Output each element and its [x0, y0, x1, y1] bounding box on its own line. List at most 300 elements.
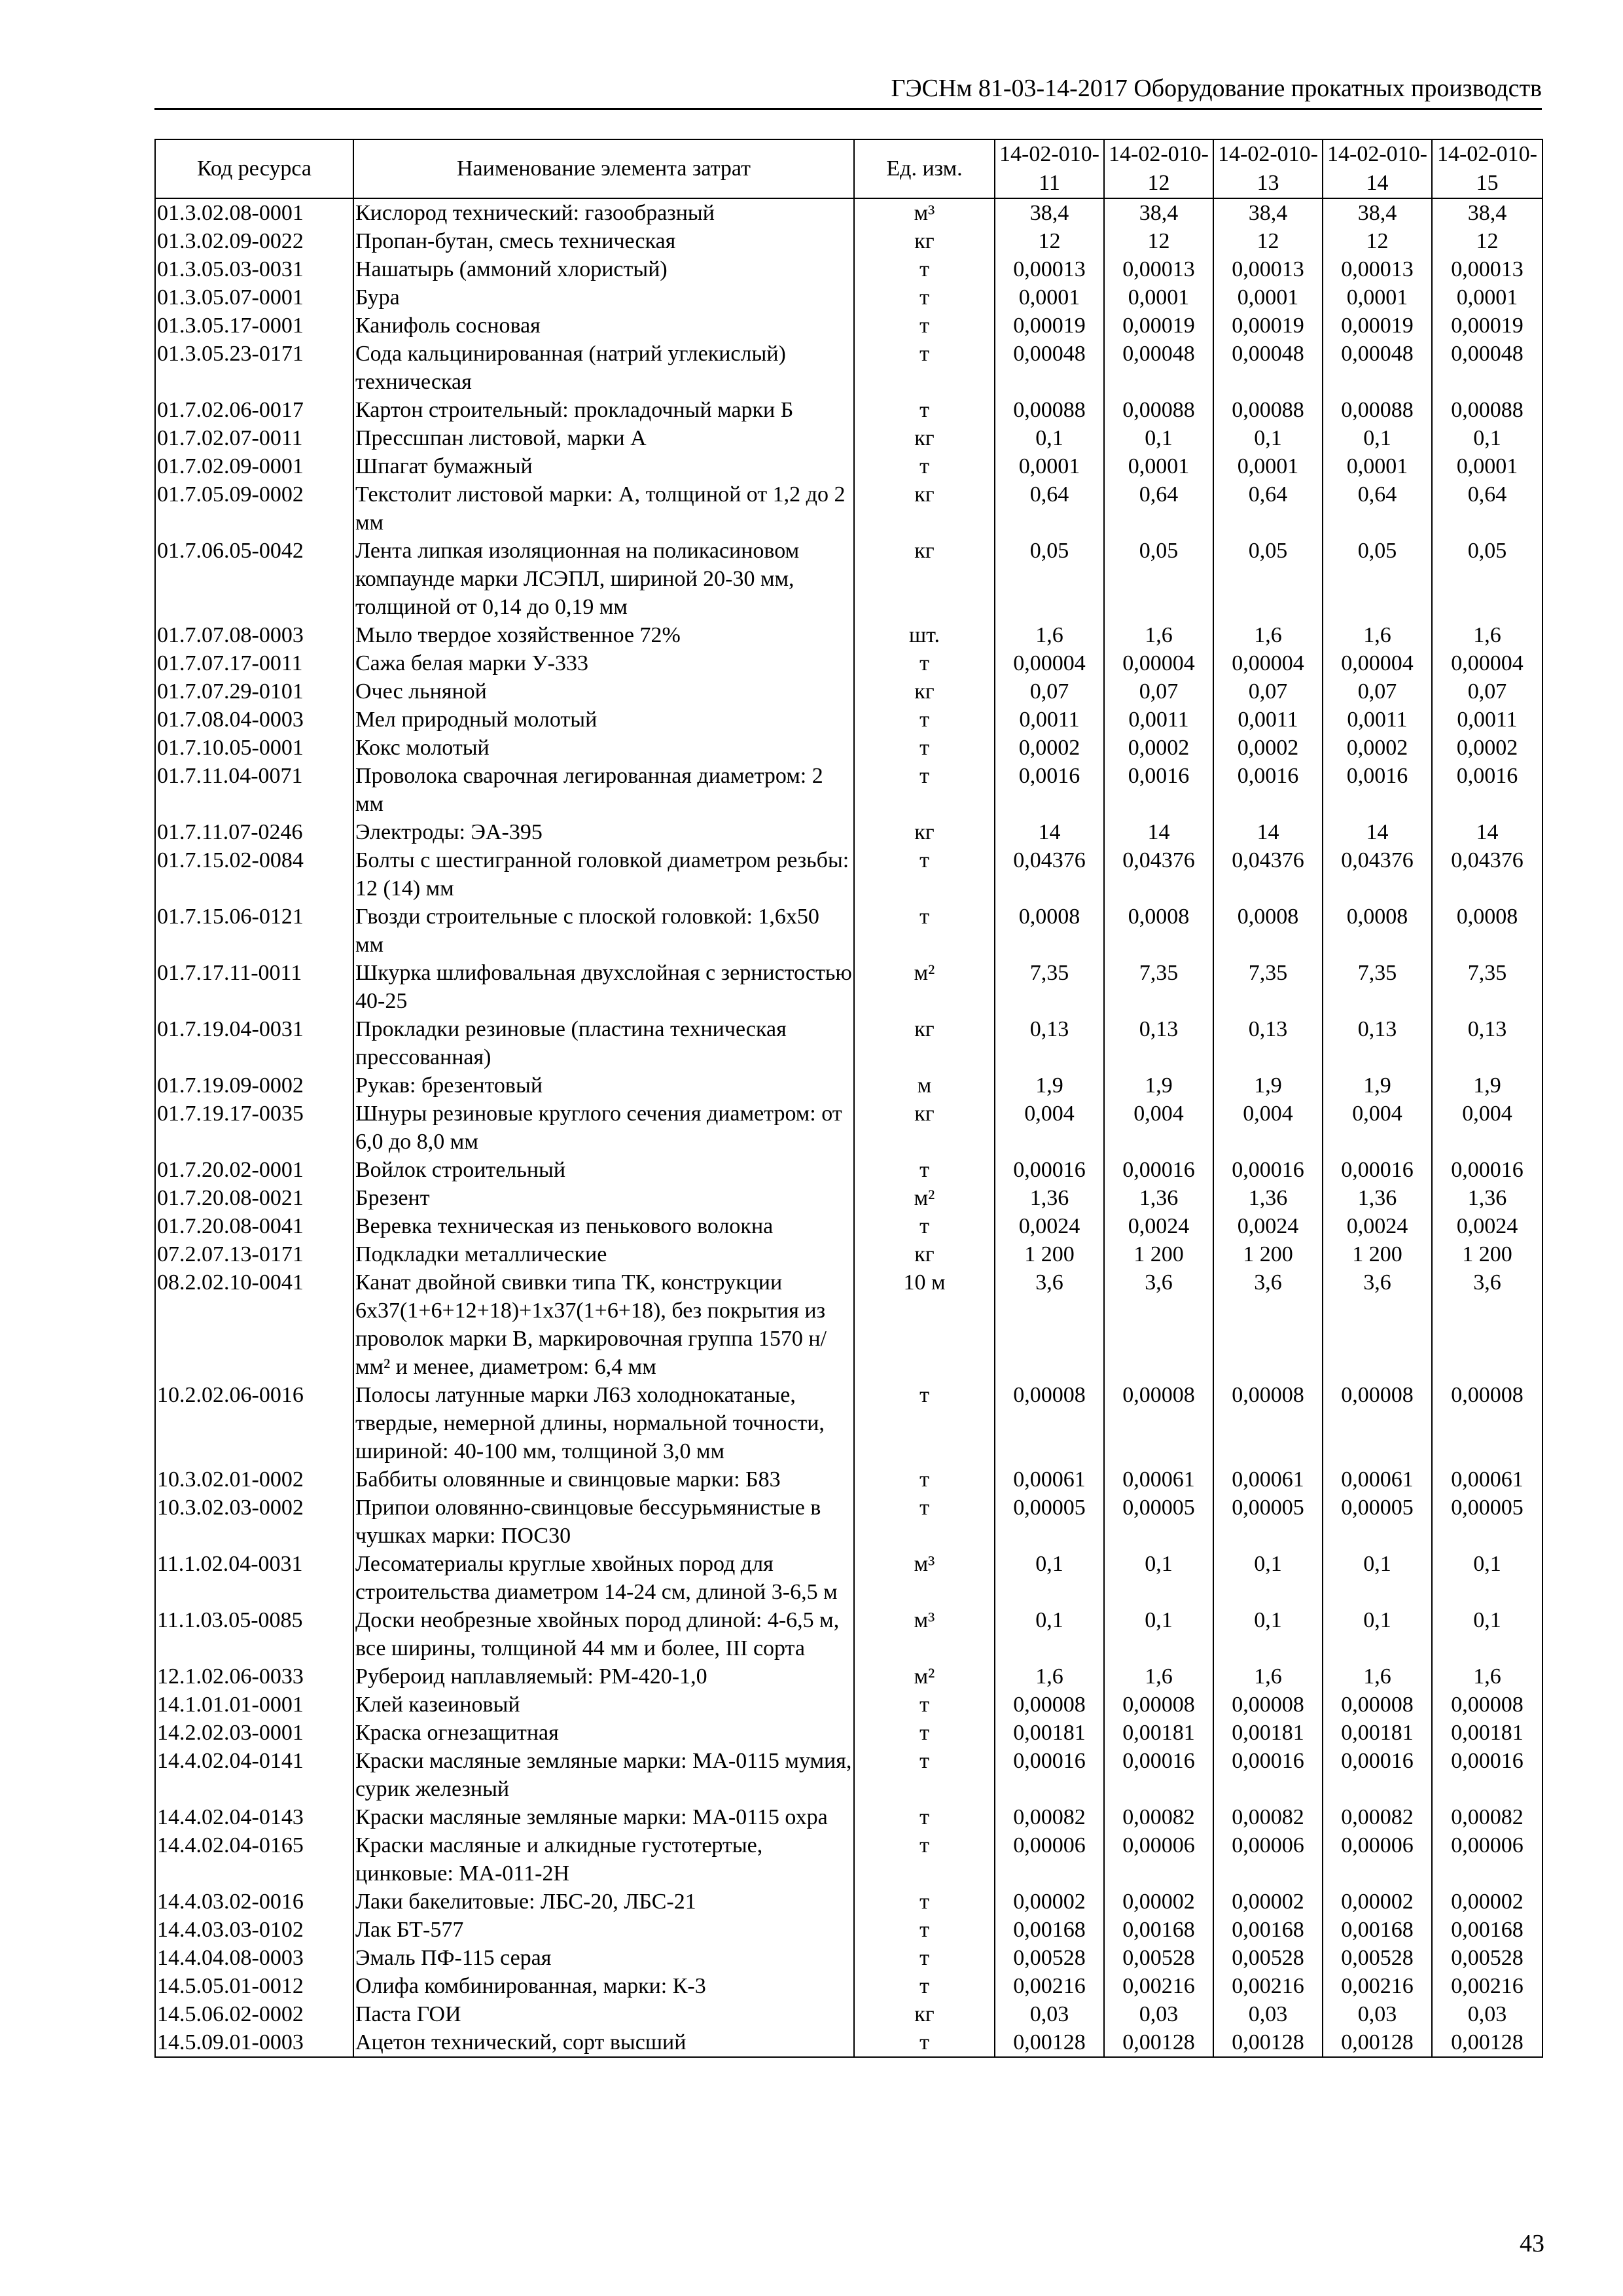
- resource-name-cell: Доски необрезные хвойных пород длиной: 4-6,5 м, все ширины, толщиной 44 мм и более, III сорта: [353, 1606, 854, 1662]
- quantity-cell: 0,00061: [1323, 1465, 1432, 1494]
- resource-name-cell: Рукав: брезентовый: [353, 1071, 854, 1100]
- quantity-cell: 0,00019: [1104, 312, 1213, 340]
- quantity-cell: 0,1: [1104, 1550, 1213, 1606]
- unit-cell: т: [854, 846, 995, 903]
- resource-name-cell: Краски масляные земляные марки: МА-0115 мумия, сурик железный: [353, 1747, 854, 1803]
- unit-cell: 10 м: [854, 1268, 995, 1381]
- quantity-cell: 12: [1104, 227, 1213, 255]
- quantity-cell: 0,03: [1323, 2000, 1432, 2028]
- quantity-cell: 0,0016: [1213, 762, 1323, 818]
- quantity-cell: 3,6: [1213, 1268, 1323, 1381]
- quantity-cell: 0,004: [1323, 1100, 1432, 1156]
- quantity-cell: 1,9: [1104, 1071, 1213, 1100]
- unit-cell: кг: [854, 480, 995, 537]
- unit-cell: т: [854, 452, 995, 480]
- resource-code-cell: 14.5.09.01-0003: [155, 2028, 353, 2057]
- col-header-14-02-010-13: 14-02-010-13: [1213, 139, 1323, 198]
- quantity-cell: 0,00019: [1432, 312, 1543, 340]
- resource-name-cell: Шнуры резиновые круглого сечения диаметром: от 6,0 до 8,0 мм: [353, 1100, 854, 1156]
- col-header-code: Код ресурса: [155, 139, 353, 198]
- quantity-cell: 0,004: [1213, 1100, 1323, 1156]
- quantity-cell: 0,00008: [1213, 1381, 1323, 1465]
- quantity-cell: 0,00128: [1323, 2028, 1432, 2057]
- resource-code-cell: 01.7.15.06-0121: [155, 903, 353, 959]
- resource-code-cell: 01.7.08.04-0003: [155, 706, 353, 734]
- table-body: [155, 198, 1543, 2057]
- quantity-cell: 0,00168: [1213, 1916, 1323, 1944]
- quantity-cell: 0,0001: [1213, 283, 1323, 312]
- quantity-cell: 1,36: [1323, 1184, 1432, 1212]
- quantity-cell: 0,00005: [1213, 1494, 1323, 1550]
- resource-name-cell: Припои оловянно-свинцовые бессурьмянистые в чушках марки: ПОС30: [353, 1494, 854, 1550]
- resource-name-cell: Брезент: [353, 1184, 854, 1212]
- quantity-cell: 0,64: [995, 480, 1104, 537]
- quantity-cell: 1,6: [1432, 1662, 1543, 1691]
- unit-cell: кг: [854, 818, 995, 846]
- quantity-cell: 0,0016: [995, 762, 1104, 818]
- quantity-cell: 0,03: [1432, 2000, 1543, 2028]
- resource-code-cell: 01.7.07.08-0003: [155, 621, 353, 649]
- table-row: [155, 1747, 1543, 1803]
- table-row: [155, 1071, 1543, 1100]
- resource-code-cell: 10.3.02.03-0002: [155, 1494, 353, 1550]
- quantity-cell: 0,00002: [1323, 1888, 1432, 1916]
- resource-name-cell: Кокс молотый: [353, 734, 854, 762]
- table-row: [155, 1803, 1543, 1831]
- quantity-cell: 0,0008: [1323, 903, 1432, 959]
- quantity-cell: 0,00082: [995, 1803, 1104, 1831]
- table-row: [155, 452, 1543, 480]
- quantity-cell: 0,1: [1432, 1550, 1543, 1606]
- quantity-cell: 0,1: [995, 1550, 1104, 1606]
- unit-cell: т: [854, 340, 995, 396]
- quantity-cell: 0,07: [1104, 677, 1213, 706]
- table-row: [155, 1606, 1543, 1662]
- quantity-cell: 0,05: [1323, 537, 1432, 621]
- quantity-cell: 0,13: [1213, 1015, 1323, 1071]
- quantity-cell: 0,00128: [1432, 2028, 1543, 2057]
- quantity-cell: 1,6: [1213, 621, 1323, 649]
- unit-cell: шт.: [854, 621, 995, 649]
- quantity-cell: 0,00008: [995, 1691, 1104, 1719]
- quantity-cell: 0,00082: [1323, 1803, 1432, 1831]
- quantity-cell: 1,9: [1432, 1071, 1543, 1100]
- resource-name-cell: Нашатырь (аммоний хлористый): [353, 255, 854, 283]
- resource-name-cell: Паста ГОИ: [353, 2000, 854, 2028]
- unit-cell: т: [854, 1465, 995, 1494]
- resource-name-cell: Прокладки резиновые (пластина техническая прессованная): [353, 1015, 854, 1071]
- resource-name-cell: Мел природный молотый: [353, 706, 854, 734]
- quantity-cell: 0,00006: [995, 1831, 1104, 1888]
- quantity-cell: 0,07: [1432, 677, 1543, 706]
- resource-name-cell: Шпагат бумажный: [353, 452, 854, 480]
- unit-cell: т: [854, 1831, 995, 1888]
- resource-name-cell: Лесоматериалы круглые хвойных пород для строительства диаметром 14-24 см, длиной 3-6,5 м: [353, 1550, 854, 1606]
- quantity-cell: 0,00002: [1213, 1888, 1323, 1916]
- quantity-cell: 0,00216: [1104, 1972, 1213, 2000]
- quantity-cell: 0,04376: [1104, 846, 1213, 903]
- quantity-cell: 1,36: [995, 1184, 1104, 1212]
- quantity-cell: 0,00013: [995, 255, 1104, 283]
- quantity-cell: 3,6: [1432, 1268, 1543, 1381]
- quantity-cell: 0,04376: [1323, 846, 1432, 903]
- quantity-cell: 0,0008: [995, 903, 1104, 959]
- quantity-cell: 0,00128: [995, 2028, 1104, 2057]
- quantity-cell: 0,00016: [1213, 1747, 1323, 1803]
- unit-cell: м: [854, 1071, 995, 1100]
- quantity-cell: 14: [1323, 818, 1432, 846]
- quantity-cell: 1,6: [1432, 621, 1543, 649]
- table-row: [155, 255, 1543, 283]
- table-row: [155, 1015, 1543, 1071]
- quantity-cell: 0,0024: [1104, 1212, 1213, 1240]
- quantity-cell: 0,00528: [1323, 1944, 1432, 1972]
- quantity-cell: 0,00528: [1104, 1944, 1213, 1972]
- unit-cell: т: [854, 2028, 995, 2057]
- unit-cell: т: [854, 1888, 995, 1916]
- quantity-cell: 0,00128: [1104, 2028, 1213, 2057]
- quantity-cell: 0,00181: [1432, 1719, 1543, 1747]
- quantity-cell: 0,0001: [995, 452, 1104, 480]
- quantity-cell: 0,00061: [1104, 1465, 1213, 1494]
- quantity-cell: 0,1: [995, 1606, 1104, 1662]
- quantity-cell: 0,0001: [1213, 452, 1323, 480]
- table-row: [155, 1691, 1543, 1719]
- quantity-cell: 0,03: [995, 2000, 1104, 2028]
- quantity-cell: 12: [1432, 227, 1543, 255]
- quantity-cell: 0,0011: [1323, 706, 1432, 734]
- unit-cell: т: [854, 396, 995, 424]
- resource-name-cell: Краски масляные земляные марки: МА-0115 охра: [353, 1803, 854, 1831]
- quantity-cell: 0,0001: [1323, 452, 1432, 480]
- quantity-cell: 7,35: [1104, 959, 1213, 1015]
- quantity-cell: 0,0024: [1213, 1212, 1323, 1240]
- quantity-cell: 0,0016: [1104, 762, 1213, 818]
- page-number: 43: [1520, 2230, 1544, 2257]
- quantity-cell: 0,00019: [1323, 312, 1432, 340]
- quantity-cell: 0,0011: [1104, 706, 1213, 734]
- quantity-cell: 0,00181: [1213, 1719, 1323, 1747]
- resource-name-cell: Лак БТ-577: [353, 1916, 854, 1944]
- unit-cell: т: [854, 255, 995, 283]
- quantity-cell: 0,1: [1213, 424, 1323, 452]
- quantity-cell: 0,05: [995, 537, 1104, 621]
- quantity-cell: 0,00019: [1213, 312, 1323, 340]
- table-header-row: [155, 139, 1543, 198]
- resource-code-cell: 01.3.05.23-0171: [155, 340, 353, 396]
- quantity-cell: 38,4: [1213, 198, 1323, 227]
- unit-cell: т: [854, 1803, 995, 1831]
- quantity-cell: 0,00048: [1104, 340, 1213, 396]
- quantity-cell: 0,00008: [995, 1381, 1104, 1465]
- quantity-cell: 14: [1213, 818, 1323, 846]
- unit-cell: кг: [854, 227, 995, 255]
- quantity-cell: 0,0002: [995, 734, 1104, 762]
- resource-name-cell: Сода кальцинированная (натрий углекислый) техническая: [353, 340, 854, 396]
- quantity-cell: 0,13: [1432, 1015, 1543, 1071]
- quantity-cell: 0,00005: [1323, 1494, 1432, 1550]
- quantity-cell: 0,00008: [1323, 1691, 1432, 1719]
- resource-table: [154, 139, 1543, 2058]
- col-header-14-02-010-11: 14-02-010-11: [995, 139, 1104, 198]
- unit-cell: т: [854, 312, 995, 340]
- resource-name-cell: Шкурка шлифовальная двухслойная с зернистостью 40-25: [353, 959, 854, 1015]
- quantity-cell: 0,0024: [1432, 1212, 1543, 1240]
- quantity-cell: 0,05: [1432, 537, 1543, 621]
- unit-cell: кг: [854, 677, 995, 706]
- unit-cell: т: [854, 1212, 995, 1240]
- resource-code-cell: 01.3.02.08-0001: [155, 198, 353, 227]
- quantity-cell: 0,00181: [995, 1719, 1104, 1747]
- quantity-cell: 1,9: [995, 1071, 1104, 1100]
- quantity-cell: 0,00181: [1323, 1719, 1432, 1747]
- quantity-cell: 1,36: [1213, 1184, 1323, 1212]
- resource-name-cell: Краска огнезащитная: [353, 1719, 854, 1747]
- quantity-cell: 0,00016: [1432, 1747, 1543, 1803]
- quantity-cell: 0,00216: [1323, 1972, 1432, 2000]
- resource-code-cell: 14.4.02.04-0143: [155, 1803, 353, 1831]
- table-row: [155, 706, 1543, 734]
- resource-code-cell: 01.3.05.07-0001: [155, 283, 353, 312]
- quantity-cell: 0,13: [995, 1015, 1104, 1071]
- resource-code-cell: 01.7.02.06-0017: [155, 396, 353, 424]
- quantity-cell: 12: [1323, 227, 1432, 255]
- quantity-cell: 0,03: [1213, 2000, 1323, 2028]
- unit-cell: т: [854, 1381, 995, 1465]
- quantity-cell: 0,0002: [1104, 734, 1213, 762]
- quantity-cell: 1,6: [1104, 621, 1213, 649]
- quantity-cell: 0,00004: [1432, 649, 1543, 677]
- quantity-cell: 14: [995, 818, 1104, 846]
- quantity-cell: 0,00168: [995, 1916, 1104, 1944]
- quantity-cell: 0,07: [995, 677, 1104, 706]
- table-row: [155, 734, 1543, 762]
- resource-code-cell: 10.2.02.06-0016: [155, 1381, 353, 1465]
- resource-code-cell: 01.7.05.09-0002: [155, 480, 353, 537]
- quantity-cell: 0,00048: [1213, 340, 1323, 396]
- table-row: [155, 1268, 1543, 1381]
- quantity-cell: 0,0011: [1432, 706, 1543, 734]
- quantity-cell: 1 200: [995, 1240, 1104, 1268]
- unit-cell: кг: [854, 2000, 995, 2028]
- quantity-cell: 0,00019: [995, 312, 1104, 340]
- unit-cell: т: [854, 1944, 995, 1972]
- quantity-cell: 1,36: [1432, 1184, 1543, 1212]
- table-row: [155, 677, 1543, 706]
- quantity-cell: 0,0001: [1104, 452, 1213, 480]
- quantity-cell: 0,00016: [1213, 1156, 1323, 1184]
- resource-code-cell: 01.7.06.05-0042: [155, 537, 353, 621]
- quantity-cell: 1 200: [1104, 1240, 1213, 1268]
- unit-cell: т: [854, 1691, 995, 1719]
- unit-cell: м³: [854, 1550, 995, 1606]
- resource-code-cell: 01.7.11.04-0071: [155, 762, 353, 818]
- quantity-cell: 0,64: [1104, 480, 1213, 537]
- table-row: [155, 1662, 1543, 1691]
- quantity-cell: 0,00016: [1432, 1156, 1543, 1184]
- resource-code-cell: 14.1.01.01-0001: [155, 1691, 353, 1719]
- quantity-cell: 0,00008: [1104, 1381, 1213, 1465]
- resource-code-cell: 01.7.20.08-0021: [155, 1184, 353, 1212]
- resource-name-cell: Лента липкая изоляционная на поликасиновом компаунде марки ЛСЭПЛ, шириной 20-30 мм, толщиной от 0,14 до 0,19 мм: [353, 537, 854, 621]
- resource-code-cell: 01.7.07.29-0101: [155, 677, 353, 706]
- resource-code-cell: 01.7.07.17-0011: [155, 649, 353, 677]
- resource-name-cell: Подкладки металлические: [353, 1240, 854, 1268]
- quantity-cell: 1,9: [1213, 1071, 1323, 1100]
- resource-code-cell: 14.5.06.02-0002: [155, 2000, 353, 2028]
- quantity-cell: 0,13: [1323, 1015, 1432, 1071]
- quantity-cell: 0,00181: [1104, 1719, 1213, 1747]
- quantity-cell: 38,4: [1323, 198, 1432, 227]
- resource-name-cell: Картон строительный: прокладочный марки Б: [353, 396, 854, 424]
- resource-code-cell: 14.4.03.02-0016: [155, 1888, 353, 1916]
- resource-name-cell: Мыло твердое хозяйственное 72%: [353, 621, 854, 649]
- resource-code-cell: 01.3.05.03-0031: [155, 255, 353, 283]
- table-row: [155, 1156, 1543, 1184]
- col-header-14-02-010-14: 14-02-010-14: [1323, 139, 1432, 198]
- table-row: [155, 480, 1543, 537]
- table-row: [155, 283, 1543, 312]
- resource-name-cell: Пропан-бутан, смесь техническая: [353, 227, 854, 255]
- quantity-cell: 1,9: [1323, 1071, 1432, 1100]
- unit-cell: кг: [854, 424, 995, 452]
- resource-code-cell: 01.3.02.09-0022: [155, 227, 353, 255]
- table-row: [155, 424, 1543, 452]
- table-row: [155, 537, 1543, 621]
- quantity-cell: 1,6: [1323, 1662, 1432, 1691]
- resource-name-cell: Канат двойной свивки типа ТК, конструкции 6x37(1+6+12+18)+1x37(1+6+18), без покрытия из проволок марки В, маркировочная группа 1570 н/мм² и менее, диаметром: 6,4 мм: [353, 1268, 854, 1381]
- resource-code-cell: 01.7.10.05-0001: [155, 734, 353, 762]
- quantity-cell: 0,1: [1213, 1550, 1323, 1606]
- resource-name-cell: Баббиты оловянные и свинцовые марки: Б83: [353, 1465, 854, 1494]
- table-row: [155, 1184, 1543, 1212]
- quantity-cell: 0,00002: [1104, 1888, 1213, 1916]
- resource-code-cell: 14.4.04.08-0003: [155, 1944, 353, 1972]
- quantity-cell: 0,00082: [1104, 1803, 1213, 1831]
- quantity-cell: 0,00168: [1432, 1916, 1543, 1944]
- table-row: [155, 846, 1543, 903]
- quantity-cell: 0,0002: [1213, 734, 1323, 762]
- resource-code-cell: 14.4.03.03-0102: [155, 1916, 353, 1944]
- quantity-cell: 1,6: [1323, 621, 1432, 649]
- resource-code-cell: 14.4.02.04-0141: [155, 1747, 353, 1803]
- resource-code-cell: 14.5.05.01-0012: [155, 1972, 353, 2000]
- resource-name-cell: Канифоль сосновая: [353, 312, 854, 340]
- quantity-cell: 0,0001: [1432, 283, 1543, 312]
- quantity-cell: 1,6: [995, 621, 1104, 649]
- quantity-cell: 3,6: [1323, 1268, 1432, 1381]
- resource-name-cell: Войлок строительный: [353, 1156, 854, 1184]
- quantity-cell: 0,00008: [1104, 1691, 1213, 1719]
- resource-name-cell: Электроды: ЭА-395: [353, 818, 854, 846]
- quantity-cell: 0,1: [1432, 424, 1543, 452]
- quantity-cell: 0,00128: [1213, 2028, 1323, 2057]
- table-row: [155, 1100, 1543, 1156]
- unit-cell: м²: [854, 959, 995, 1015]
- quantity-cell: 0,00016: [1104, 1747, 1213, 1803]
- table-row: [155, 903, 1543, 959]
- quantity-cell: 0,00528: [1432, 1944, 1543, 1972]
- quantity-cell: 7,35: [1213, 959, 1323, 1015]
- quantity-cell: 0,00006: [1432, 1831, 1543, 1888]
- table-row: [155, 1381, 1543, 1465]
- quantity-cell: 1,36: [1104, 1184, 1213, 1212]
- resource-name-cell: Бура: [353, 283, 854, 312]
- resource-name-cell: Лаки бакелитовые: ЛБС-20, ЛБС-21: [353, 1888, 854, 1916]
- table-row: [155, 198, 1543, 227]
- quantity-cell: 1 200: [1323, 1240, 1432, 1268]
- resource-name-cell: Прессшпан листовой, марки А: [353, 424, 854, 452]
- resource-name-cell: Эмаль ПФ-115 серая: [353, 1944, 854, 1972]
- quantity-cell: 0,00528: [995, 1944, 1104, 1972]
- col-header-unit: Ед. изм.: [854, 139, 995, 198]
- quantity-cell: 1 200: [1432, 1240, 1543, 1268]
- resource-name-cell: Гвозди строительные с плоской головкой: 1,6x50 мм: [353, 903, 854, 959]
- resource-name-cell: Болты с шестигранной головкой диаметром резьбы: 12 (14) мм: [353, 846, 854, 903]
- unit-cell: т: [854, 762, 995, 818]
- quantity-cell: 0,0011: [995, 706, 1104, 734]
- quantity-cell: 12: [1213, 227, 1323, 255]
- quantity-cell: 1,6: [1104, 1662, 1213, 1691]
- quantity-cell: 0,1: [995, 424, 1104, 452]
- table-row: [155, 621, 1543, 649]
- quantity-cell: 0,03: [1104, 2000, 1213, 2028]
- resource-code-cell: 01.3.05.17-0001: [155, 312, 353, 340]
- quantity-cell: 0,1: [1323, 424, 1432, 452]
- quantity-cell: 0,004: [1104, 1100, 1213, 1156]
- resource-code-cell: 11.1.03.05-0085: [155, 1606, 353, 1662]
- unit-cell: т: [854, 706, 995, 734]
- quantity-cell: 0,05: [1104, 537, 1213, 621]
- quantity-cell: 0,00008: [1323, 1381, 1432, 1465]
- quantity-cell: 0,00048: [1323, 340, 1432, 396]
- quantity-cell: 0,00061: [1213, 1465, 1323, 1494]
- table-row: [155, 762, 1543, 818]
- quantity-cell: 0,0001: [1323, 283, 1432, 312]
- quantity-cell: 14: [1432, 818, 1543, 846]
- quantity-cell: 7,35: [995, 959, 1104, 1015]
- quantity-cell: 0,0024: [995, 1212, 1104, 1240]
- quantity-cell: 0,00082: [1432, 1803, 1543, 1831]
- quantity-cell: 0,00016: [1104, 1156, 1213, 1184]
- quantity-cell: 0,00061: [1432, 1465, 1543, 1494]
- quantity-cell: 7,35: [1323, 959, 1432, 1015]
- unit-cell: кг: [854, 1240, 995, 1268]
- col-header-name: Наименование элемента затрат: [353, 139, 854, 198]
- quantity-cell: 0,00004: [1323, 649, 1432, 677]
- quantity-cell: 0,00048: [995, 340, 1104, 396]
- quantity-cell: 0,00005: [995, 1494, 1104, 1550]
- resource-name-cell: Очес льняной: [353, 677, 854, 706]
- quantity-cell: 0,07: [1323, 677, 1432, 706]
- unit-cell: т: [854, 903, 995, 959]
- quantity-cell: 0,00005: [1432, 1494, 1543, 1550]
- table-row: [155, 340, 1543, 396]
- quantity-cell: 1,6: [995, 1662, 1104, 1691]
- quantity-cell: 0,00216: [995, 1972, 1104, 2000]
- quantity-cell: 1 200: [1213, 1240, 1323, 1268]
- quantity-cell: 0,00168: [1104, 1916, 1213, 1944]
- resource-name-cell: Рубероид наплавляемый: РМ-420-1,0: [353, 1662, 854, 1691]
- quantity-cell: 0,07: [1213, 677, 1323, 706]
- quantity-cell: 0,00004: [1104, 649, 1213, 677]
- unit-cell: т: [854, 283, 995, 312]
- col-header-14-02-010-15: 14-02-010-15: [1432, 139, 1543, 198]
- table-row: [155, 1916, 1543, 1944]
- unit-cell: т: [854, 1719, 995, 1747]
- quantity-cell: 0,00016: [1323, 1747, 1432, 1803]
- table-row: [155, 1972, 1543, 2000]
